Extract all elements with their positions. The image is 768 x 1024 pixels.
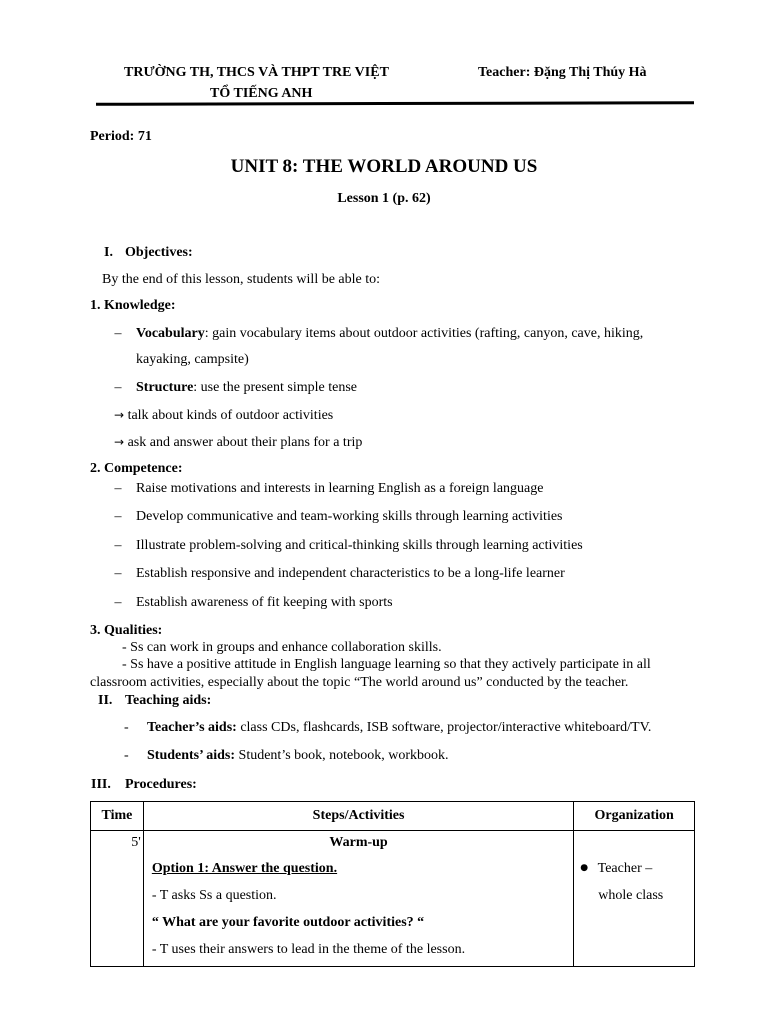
- organization-item: [574, 855, 694, 882]
- school-name: TRƯỜNG TH, THCS VÀ THPT TRE VIỆT: [124, 65, 389, 80]
- header-organization: Organization: [574, 802, 695, 831]
- qualities-line-1: - Ss can work in groups and enhance collaboration skills.: [122, 640, 442, 655]
- competence-item: Illustrate problem-solving and critical-thinking skills through learning activities: [136, 538, 583, 553]
- competence-item: Establish awareness of fit keeping with sports: [136, 595, 393, 610]
- student-aids-label: Students’ aids:: [147, 748, 236, 763]
- teaching-aids-heading: Teaching aids:: [125, 693, 212, 708]
- arrow-item-2: [114, 435, 362, 451]
- qualities-heading: 3. Qualities:: [90, 623, 163, 638]
- steps-cell: [143, 831, 573, 967]
- arrow-right-icon: →: [114, 435, 125, 449]
- procedures-number: III.: [91, 777, 111, 792]
- table-row: [91, 831, 695, 967]
- dash-marker: –: [114, 326, 122, 341]
- unit-title: UNIT 8: THE WORLD AROUND US: [230, 156, 538, 177]
- arrow-item-text: talk about kinds of outdoor activities: [127, 408, 334, 423]
- bullet-icon: ●: [580, 863, 589, 873]
- teacher-name: Teacher: Đặng Thị Thúy Hà: [478, 65, 647, 80]
- step-text: - T uses their answers to lead in the theme of the lesson.: [151, 942, 466, 957]
- option-title: Option 1: Answer the question.: [151, 861, 338, 876]
- student-aids-text: Student’s book, notebook, workbook.: [235, 748, 449, 763]
- competence-item: Develop communicative and team-working skills through learning activities: [136, 509, 563, 524]
- header-time: Time: [91, 802, 144, 831]
- header-divider: [96, 101, 694, 106]
- teacher-aids-label: Teacher’s aids:: [147, 720, 237, 735]
- teaching-aids-number: II.: [98, 693, 113, 708]
- time-cell: [91, 831, 144, 967]
- organization-text: Teacher –: [597, 861, 653, 876]
- competence-item: Establish responsive and independent characteristics to be a long-life learner: [136, 566, 565, 581]
- knowledge-heading: 1. Knowledge:: [90, 298, 176, 313]
- competence-item: Raise motivations and interests in learning English as a foreign language: [136, 481, 544, 496]
- organization-cell: [574, 831, 695, 967]
- vocabulary-line: [136, 326, 643, 342]
- objectives-intro: By the end of this lesson, students will be able to:: [102, 272, 381, 287]
- competence-heading: 2. Competence:: [90, 461, 183, 476]
- dash-marker: –: [114, 566, 122, 581]
- structure-text: : use the present simple tense: [193, 380, 357, 395]
- dash-marker: –: [114, 509, 122, 524]
- vocabulary-text: : gain vocabulary items about outdoor activities (rafting, canyon, cave, hiking,: [204, 326, 644, 341]
- time-value: 5': [131, 835, 141, 850]
- table-header-row: [91, 802, 695, 831]
- teacher-aids-line: [147, 720, 651, 736]
- dash-marker: –: [114, 380, 122, 395]
- dash-marker: -: [124, 748, 129, 763]
- teacher-aids-text: class CDs, flashcards, ISB software, projector/interactive whiteboard/TV.: [236, 720, 652, 735]
- structure-label: Structure: [136, 380, 194, 395]
- question-text: “ What are your favorite outdoor activities? “: [151, 915, 425, 930]
- period-label: Period: 71: [90, 129, 152, 144]
- arrow-item-1: [114, 408, 333, 424]
- dash-marker: –: [114, 481, 122, 496]
- qualities-line-2: - Ss have a positive attitude in English language learning so that they actively participate in all: [122, 657, 651, 672]
- student-aids-line: [147, 748, 449, 764]
- qualities-line-3: classroom activities, especially about the topic “The world around us” conducted by the teacher.: [90, 675, 629, 690]
- organization-text-2: whole class: [598, 888, 664, 903]
- procedures-table: [90, 801, 695, 967]
- lesson-title: Lesson 1 (p. 62): [337, 191, 431, 206]
- step-text: - T asks Ss a question.: [151, 888, 277, 903]
- dash-marker: -: [124, 720, 129, 735]
- vocabulary-label: Vocabulary: [136, 326, 205, 341]
- structure-line: [136, 380, 357, 396]
- procedures-heading: Procedures:: [125, 777, 197, 792]
- dash-marker: –: [114, 595, 122, 610]
- vocabulary-line-2: kayaking, campsite): [136, 352, 249, 367]
- dash-marker: –: [114, 538, 122, 553]
- department-name: TỔ TIẾNG ANH: [210, 86, 313, 101]
- arrow-item-text: ask and answer about their plans for a trip: [127, 435, 363, 450]
- objectives-number: I.: [104, 245, 113, 260]
- objectives-heading: Objectives:: [125, 245, 193, 260]
- header-steps: Steps/Activities: [143, 802, 573, 831]
- arrow-right-icon: →: [114, 408, 125, 422]
- section-title: Warm-up: [329, 835, 388, 850]
